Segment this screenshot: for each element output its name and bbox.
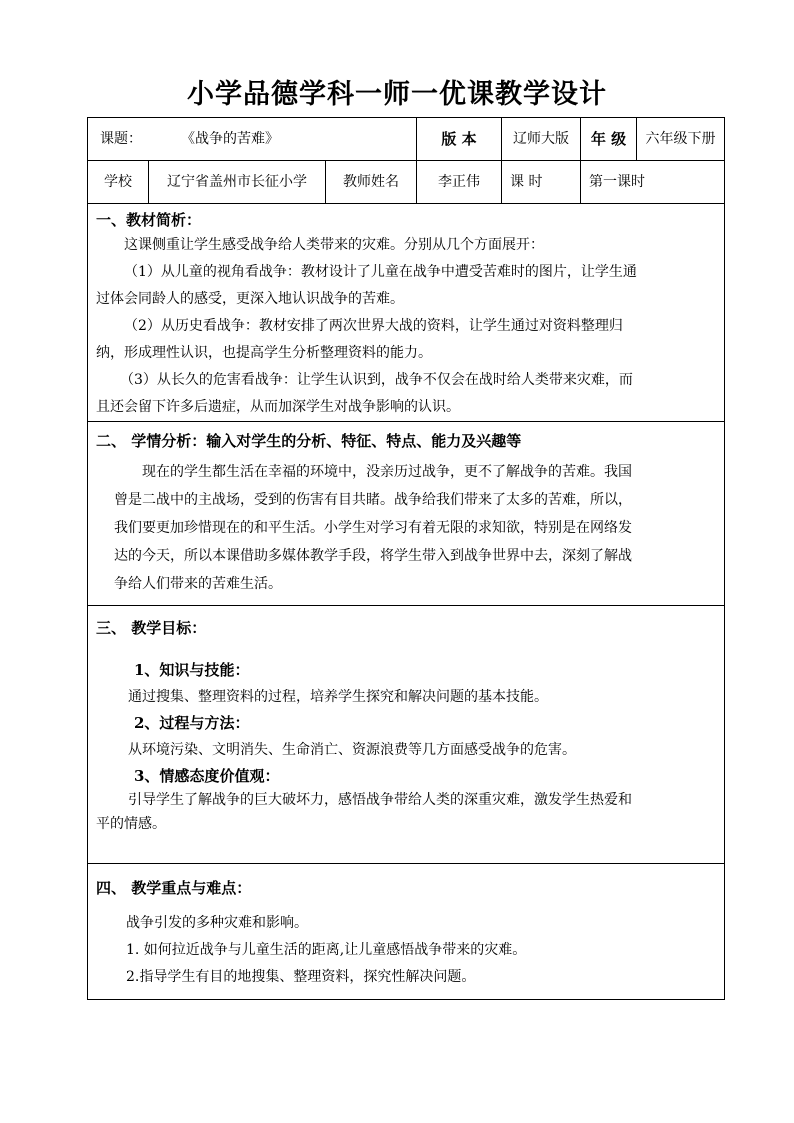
- topic-value: 《战争的苦难》: [188, 131, 279, 147]
- key-point-line: 1. 如何拉近战争与儿童生活的距离,让儿童感悟战争带来的灾难。: [126, 942, 527, 958]
- attitude-values-text-cont: 平的情感。: [96, 816, 166, 832]
- attitude-values-heading: 3、情感态度价值观：: [134, 767, 280, 785]
- section2-line: 我们要更加珍惜现在的和平生活。小学生对学习有着无限的求知欲，特别是在网络发: [114, 520, 632, 536]
- section-key-points: [88, 864, 725, 1000]
- lesson-plan-table: [87, 117, 725, 1000]
- header-row-topic: [88, 118, 725, 161]
- attitude-values-text: 引导学生了解战争的巨大破坏力，感悟战争带给人类的深重灾难，激发学生热爱和: [128, 792, 632, 808]
- section1-line: （2）从历史看战争：教材安排了两次世界大战的资料，让学生通过对资料整理归: [124, 318, 623, 334]
- section2-line: 曾是二战中的主战场，受到的伤害有目共睹。战争给我们带来了太多的苦难，所以，: [114, 492, 632, 508]
- section1-line: 纳，形成理性认识，也提高学生分析整理资料的能力。: [96, 345, 432, 361]
- topic-label: 课题：: [100, 131, 142, 147]
- section1-line: 这课侧重让学生感受战争给人类带来的灾难。分别从几个方面展开：: [124, 237, 544, 253]
- key-point-line: 2.指导学生有目的地搜集、整理资料，探究性解决问题。: [126, 969, 476, 985]
- section4-heading: 四、 教学重点与难点：: [96, 879, 252, 897]
- period-label: 课 时: [502, 161, 581, 204]
- section-textbook-analysis: [88, 204, 725, 422]
- section1-line: （3）从长久的危害看战争：让学生认识到，战争不仅会在战时给人类带来灾难，而: [120, 372, 633, 388]
- section1-heading: 一、教材简析：: [96, 211, 202, 229]
- section2-line: 达的今天，所以本课借助多媒体教学手段，将学生带入到战争世界中去，深刻了解战: [114, 548, 632, 564]
- section3-heading: 三、 教学目标：: [96, 619, 207, 637]
- section2-heading: 二、 学情分析：输入对学生的分析、特征、特点、能力及兴趣等: [96, 432, 522, 450]
- grade-label: 年 级: [581, 118, 637, 161]
- school-value: 辽宁省盖州市长征小学: [149, 161, 326, 204]
- section1-line: 过体会同龄人的感受，更深入地认识战争的苦难。: [96, 291, 404, 307]
- edition-value: 辽师大版: [502, 118, 581, 161]
- teacher-value: 李正伟: [417, 161, 502, 204]
- section1-line: （1）从儿童的视角看战争：教材设计了儿童在战争中遭受苦难时的图片，让学生通: [124, 264, 637, 280]
- key-point-line: 战争引发的多种灾难和影响。: [126, 915, 308, 931]
- grade-value: 六年级下册: [637, 118, 725, 161]
- knowledge-skills-text: 通过搜集、整理资料的过程，培养学生探究和解决问题的基本技能。: [128, 689, 548, 705]
- topic-cell: [88, 118, 417, 161]
- process-method-text: 从环境污染、文明消失、生命消亡、资源浪费等几方面感受战争的危害。: [128, 742, 576, 758]
- edition-label: 版 本: [417, 118, 502, 161]
- header-row-school: [88, 161, 725, 204]
- section1-line: 且还会留下许多后遗症，从而加深学生对战争影响的认识。: [96, 399, 460, 415]
- section2-line: 争给人们带来的苦难生活。: [114, 576, 282, 592]
- period-value: 第一课时: [581, 161, 725, 204]
- school-label: 学校: [88, 161, 149, 204]
- page-title: 小学品德学科一师一优课教学设计: [187, 79, 607, 110]
- section-student-analysis: [88, 422, 725, 606]
- process-method-heading: 2、过程与方法：: [134, 714, 250, 732]
- knowledge-skills-heading: 1、知识与技能：: [134, 661, 250, 679]
- section-teaching-goals: [88, 606, 725, 864]
- section2-line: 现在的学生都生活在幸福的环境中，没亲历过战争，更不了解战争的苦难。我国: [142, 464, 632, 480]
- teacher-label: 教师姓名: [326, 161, 417, 204]
